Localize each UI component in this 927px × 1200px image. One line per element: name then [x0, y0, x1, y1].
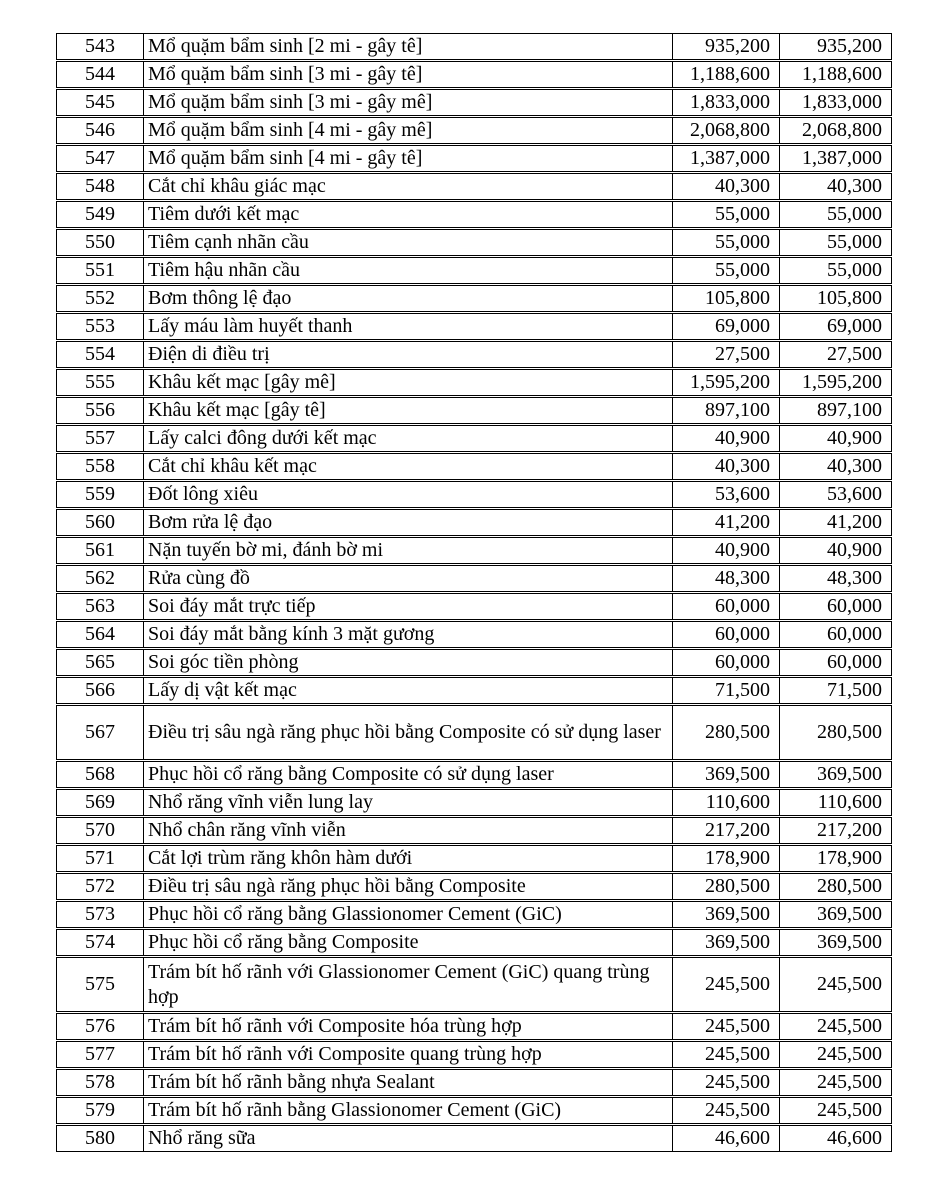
table-row	[56, 369, 892, 396]
row-number-cell: 543	[57, 34, 144, 59]
price-cell-1: 369,500	[673, 930, 780, 955]
price-cell-1: 110,600	[673, 790, 780, 815]
table-row	[56, 117, 892, 144]
price-cell-1: 245,500	[673, 1042, 780, 1067]
price-cell-2: 245,500	[817, 1099, 882, 1121]
row-number-cell: 550	[57, 230, 144, 255]
price-cell-1: 40,300	[673, 454, 780, 479]
row-number-cell: 571	[57, 846, 144, 871]
table-row	[56, 537, 892, 564]
table-row	[56, 565, 892, 592]
row-number-cell: 579	[57, 1098, 144, 1123]
price-cell-2: 71,500	[827, 679, 882, 701]
service-name-cell: Mổ quặm bẩm sinh [3 mi - gây tê]	[144, 62, 673, 87]
price-cell-1: 1,188,600	[673, 62, 780, 87]
price-cell-1: 60,000	[673, 650, 780, 675]
table-row	[56, 229, 892, 256]
price-cell-2: 55,000	[827, 259, 882, 281]
price-cell-2: 369,500	[817, 763, 882, 785]
price-cell-2: 897,100	[817, 399, 882, 421]
price-cell-1: 245,500	[673, 1070, 780, 1095]
table-row	[56, 845, 892, 872]
table-row	[56, 789, 892, 816]
price-cell-1: 71,500	[673, 678, 780, 703]
price-cell-1: 41,200	[673, 510, 780, 535]
price-cell-1: 69,000	[673, 314, 780, 339]
row-number-cell: 562	[57, 566, 144, 591]
service-name-cell: Điều trị sâu ngà răng phục hồi bằng Composite	[144, 874, 673, 899]
price-cell-1: 369,500	[673, 902, 780, 927]
price-cell-2: 40,300	[827, 455, 882, 477]
price-cell-1: 60,000	[673, 622, 780, 647]
row-number-cell: 574	[57, 930, 144, 955]
price-cell-2: 369,500	[817, 903, 882, 925]
price-cell-2: 60,000	[827, 595, 882, 617]
row-number-cell: 554	[57, 342, 144, 367]
row-number-cell: 546	[57, 118, 144, 143]
price-cell-1: 245,500	[673, 1014, 780, 1039]
row-number-cell: 566	[57, 678, 144, 703]
price-cell-2: 1,188,600	[802, 63, 882, 85]
price-cell-1: 105,800	[673, 286, 780, 311]
price-cell-1: 53,600	[673, 482, 780, 507]
price-cell-1: 1,387,000	[673, 146, 780, 171]
price-cell-1: 55,000	[673, 230, 780, 255]
service-name-cell: Soi góc tiền phòng	[144, 650, 673, 675]
table-row	[56, 817, 892, 844]
table-row	[56, 901, 892, 928]
price-cell-2: 48,300	[827, 567, 882, 589]
table-row	[56, 313, 892, 340]
service-name-cell: Nhổ răng sữa	[144, 1126, 673, 1151]
service-name-cell: Mổ quặm bẩm sinh [4 mi - gây mê]	[144, 118, 673, 143]
table-row	[56, 929, 892, 956]
service-name-cell: Phục hồi cổ răng bằng Composite	[144, 930, 673, 955]
table-row	[56, 957, 892, 1012]
table-row	[56, 61, 892, 88]
row-number-cell: 575	[57, 958, 144, 1011]
service-name-cell: Bơm rửa lệ đạo	[144, 510, 673, 535]
row-number-cell: 560	[57, 510, 144, 535]
price-cell-2: 178,900	[817, 847, 882, 869]
row-number-cell: 580	[57, 1126, 144, 1151]
price-cell-1: 280,500	[673, 706, 780, 759]
table-row	[56, 481, 892, 508]
service-name-cell: Nhổ răng vĩnh viễn lung lay	[144, 790, 673, 815]
service-name-cell: Nhổ chân răng vĩnh viễn	[144, 818, 673, 843]
service-name-cell: Trám bít hố rãnh với Glassionomer Cement (GiC) quang trùng hợp	[144, 958, 673, 1011]
table-row	[56, 453, 892, 480]
price-cell-2: 1,595,200	[802, 371, 882, 393]
price-cell-1: 55,000	[673, 258, 780, 283]
price-cell-2: 105,800	[817, 287, 882, 309]
service-name-cell: Phục hồi cổ răng bằng Composite có sử dụng laser	[144, 762, 673, 787]
row-number-cell: 576	[57, 1014, 144, 1039]
price-cell-2: 935,200	[817, 35, 882, 57]
price-cell-1: 27,500	[673, 342, 780, 367]
row-number-cell: 557	[57, 426, 144, 451]
row-number-cell: 578	[57, 1070, 144, 1095]
row-number-cell: 559	[57, 482, 144, 507]
table-row	[56, 761, 892, 788]
price-cell-1: 40,900	[673, 426, 780, 451]
service-name-cell: Soi đáy mắt trực tiếp	[144, 594, 673, 619]
price-cell-2: 27,500	[827, 343, 882, 365]
table-row	[56, 873, 892, 900]
service-name-cell: Mổ quặm bẩm sinh [3 mi - gây mê]	[144, 90, 673, 115]
price-cell-1: 1,595,200	[673, 370, 780, 395]
service-name-cell: Tiêm dưới kết mạc	[144, 202, 673, 227]
price-cell-1: 60,000	[673, 594, 780, 619]
price-cell-2: 60,000	[827, 623, 882, 645]
price-cell-2: 280,500	[817, 721, 882, 743]
price-cell-1: 935,200	[673, 34, 780, 59]
price-cell-1: 245,500	[673, 958, 780, 1011]
table-row	[56, 677, 892, 704]
service-name-cell: Mổ quặm bẩm sinh [2 mi - gây tê]	[144, 34, 673, 59]
service-name-cell: Trám bít hố rãnh với Composite quang trùng hợp	[144, 1042, 673, 1067]
price-cell-2: 369,500	[817, 931, 882, 953]
price-table	[56, 33, 892, 1153]
table-row	[56, 1013, 892, 1040]
row-number-cell: 547	[57, 146, 144, 171]
price-cell-2: 41,200	[827, 511, 882, 533]
table-row	[56, 285, 892, 312]
row-number-cell: 563	[57, 594, 144, 619]
service-name-cell: Cắt lợi trùm răng khôn hàm dưới	[144, 846, 673, 871]
service-name-cell: Lấy dị vật kết mạc	[144, 678, 673, 703]
row-number-cell: 570	[57, 818, 144, 843]
price-cell-2: 60,000	[827, 651, 882, 673]
row-number-cell: 561	[57, 538, 144, 563]
service-name-cell: Nặn tuyến bờ mi, đánh bờ mi	[144, 538, 673, 563]
row-number-cell: 568	[57, 762, 144, 787]
service-name-cell: Trám bít hố rãnh với Composite hóa trùng hợp	[144, 1014, 673, 1039]
price-cell-1: 40,900	[673, 538, 780, 563]
row-number-cell: 565	[57, 650, 144, 675]
service-name-cell: Lấy máu làm huyết thanh	[144, 314, 673, 339]
table-row	[56, 425, 892, 452]
table-row	[56, 649, 892, 676]
table-row	[56, 341, 892, 368]
price-cell-1: 48,300	[673, 566, 780, 591]
price-cell-1: 280,500	[673, 874, 780, 899]
service-name-cell: Cắt chỉ khâu giác mạc	[144, 174, 673, 199]
row-number-cell: 567	[57, 706, 144, 759]
price-cell-1: 897,100	[673, 398, 780, 423]
service-name-cell: Tiêm cạnh nhãn cầu	[144, 230, 673, 255]
table-row	[56, 1097, 892, 1124]
service-name-cell: Lấy calci đông dưới kết mạc	[144, 426, 673, 451]
service-name-cell: Mổ quặm bẩm sinh [4 mi - gây tê]	[144, 146, 673, 171]
price-cell-2: 245,500	[817, 1071, 882, 1093]
service-name-cell: Phục hồi cổ răng bằng Glassionomer Cement (GiC)	[144, 902, 673, 927]
price-cell-2: 217,200	[817, 819, 882, 841]
price-cell-2: 245,500	[817, 1043, 882, 1065]
row-number-cell: 544	[57, 62, 144, 87]
table-row	[56, 621, 892, 648]
price-cell-2: 40,300	[827, 175, 882, 197]
price-cell-2: 245,500	[817, 973, 882, 995]
table-row	[56, 509, 892, 536]
row-number-cell: 572	[57, 874, 144, 899]
row-number-cell: 573	[57, 902, 144, 927]
price-cell-1: 40,300	[673, 174, 780, 199]
row-number-cell: 569	[57, 790, 144, 815]
service-name-cell: Bơm thông lệ đạo	[144, 286, 673, 311]
price-cell-1: 2,068,800	[673, 118, 780, 143]
price-cell-2: 55,000	[827, 231, 882, 253]
row-number-cell: 564	[57, 622, 144, 647]
row-number-cell: 558	[57, 454, 144, 479]
table-row	[56, 705, 892, 760]
table-row	[56, 89, 892, 116]
price-cell-2: 40,900	[827, 539, 882, 561]
table-row	[56, 397, 892, 424]
service-name-cell: Khâu kết mạc [gây mê]	[144, 370, 673, 395]
price-cell-1: 178,900	[673, 846, 780, 871]
table-row	[56, 593, 892, 620]
service-name-cell: Đốt lông xiêu	[144, 482, 673, 507]
service-name-cell: Điều trị sâu ngà răng phục hồi bằng Composite có sử dụng laser	[144, 706, 673, 759]
price-cell-2: 1,387,000	[802, 147, 882, 169]
row-number-cell: 551	[57, 258, 144, 283]
row-number-cell: 556	[57, 398, 144, 423]
row-number-cell: 553	[57, 314, 144, 339]
price-cell-1: 217,200	[673, 818, 780, 843]
table-row	[56, 1041, 892, 1068]
service-name-cell: Điện di điều trị	[144, 342, 673, 367]
table-row	[56, 173, 892, 200]
price-cell-2: 280,500	[817, 875, 882, 897]
price-cell-1: 245,500	[673, 1098, 780, 1123]
price-cell-2: 46,600	[827, 1127, 882, 1149]
price-cell-1: 55,000	[673, 202, 780, 227]
price-cell-2: 55,000	[827, 203, 882, 225]
price-cell-2: 245,500	[817, 1015, 882, 1037]
table-row	[56, 1125, 892, 1152]
row-number-cell: 549	[57, 202, 144, 227]
price-cell-2: 110,600	[817, 791, 882, 813]
service-name-cell: Rửa cùng đồ	[144, 566, 673, 591]
price-cell-2: 53,600	[827, 483, 882, 505]
price-cell-1: 1,833,000	[673, 90, 780, 115]
table-row	[56, 1069, 892, 1096]
service-name-cell: Trám bít hố rãnh bằng nhựa Sealant	[144, 1070, 673, 1095]
price-cell-2: 69,000	[827, 315, 882, 337]
service-name-cell: Soi đáy mắt bằng kính 3 mặt gương	[144, 622, 673, 647]
row-number-cell: 552	[57, 286, 144, 311]
price-cell-2: 40,900	[827, 427, 882, 449]
row-number-cell: 577	[57, 1042, 144, 1067]
price-cell-1: 369,500	[673, 762, 780, 787]
row-number-cell: 545	[57, 90, 144, 115]
price-cell-2: 2,068,800	[802, 119, 882, 141]
service-name-cell: Khâu kết mạc [gây tê]	[144, 398, 673, 423]
service-name-cell: Cắt chỉ khâu kết mạc	[144, 454, 673, 479]
table-row	[56, 257, 892, 284]
table-row	[56, 145, 892, 172]
table-row	[56, 33, 892, 60]
service-name-cell: Trám bít hố rãnh bằng Glassionomer Cement (GiC)	[144, 1098, 673, 1123]
table-row	[56, 201, 892, 228]
row-number-cell: 548	[57, 174, 144, 199]
price-cell-1: 46,600	[673, 1126, 780, 1151]
price-cell-2: 1,833,000	[802, 91, 882, 113]
row-number-cell: 555	[57, 370, 144, 395]
service-name-cell: Tiêm hậu nhãn cầu	[144, 258, 673, 283]
